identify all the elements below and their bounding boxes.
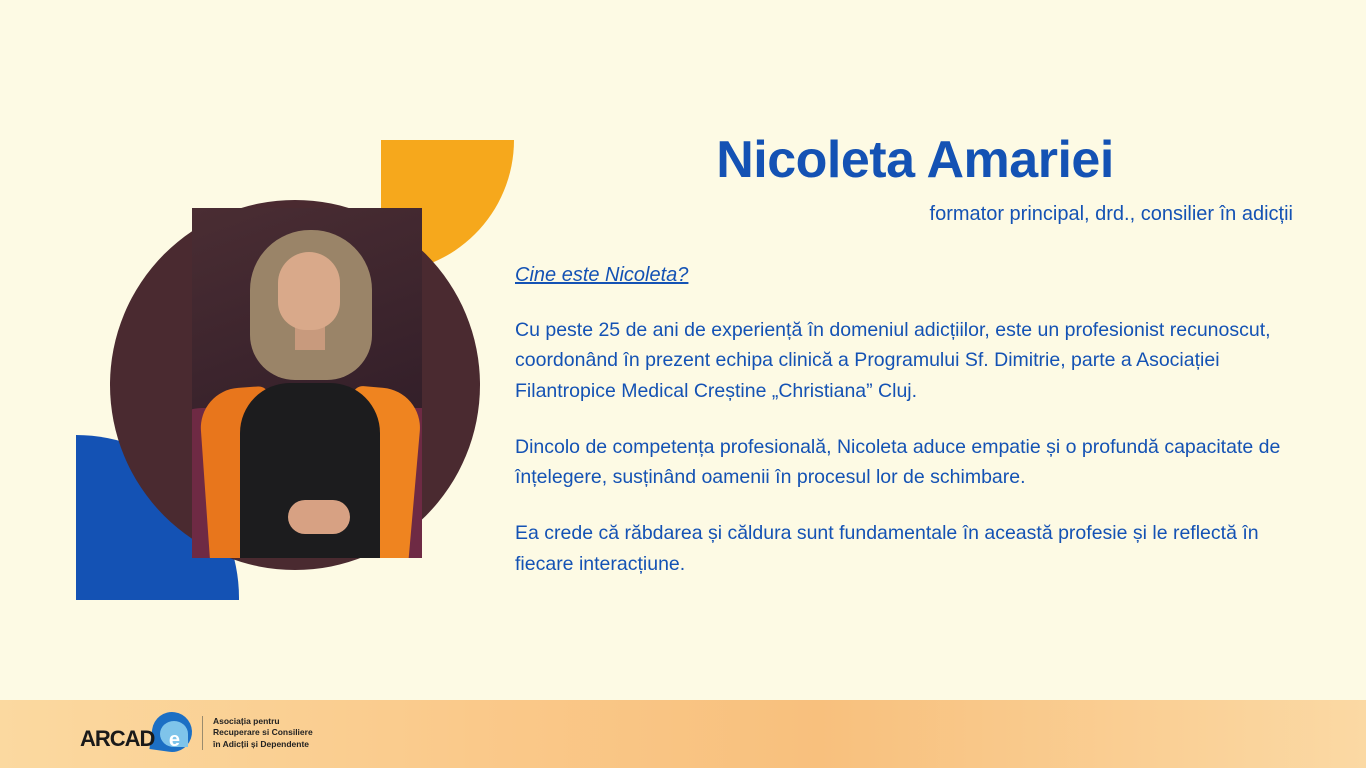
bio-paragraph-1: Cu peste 25 de ani de experiență în domeniul adicțiilor, este un profesionist recunoscut, coordonând în prezent echipa clinică a Programului Sf. Dimitrie, parte a Asociației Filantropice Medical Creștine „Christiana” Cluj. — [515, 319, 1271, 402]
footer-bar — [0, 700, 1366, 768]
content-column — [515, 132, 1315, 579]
bio-paragraph-3: Ea crede că răbdarea și căldura sunt fundamentale în această profesie și le reflectă în fiecare interacțiune. — [515, 522, 1259, 575]
organization-name — [202, 716, 313, 750]
organization-name-line-1: Asociația pentru — [213, 715, 280, 726]
organization-name-line-2: Recuperare si Consiliere — [213, 727, 313, 738]
subtitle-role: formator principal, drd., consilier în adicții — [929, 203, 1293, 226]
logo-letter-e: e — [168, 729, 180, 751]
portrait-photo — [192, 208, 422, 558]
portrait-hands — [288, 500, 350, 534]
visual-area — [0, 0, 520, 700]
organization-logo — [80, 712, 313, 754]
portrait-face — [278, 252, 340, 330]
organization-name-line-3: în Adicții și Dependente — [213, 738, 310, 749]
section-question: Cine este Nicoleta? — [515, 264, 689, 287]
arcade-logo-icon — [80, 712, 192, 754]
bio-paragraph-2: Dincolo de competența profesională, Nicoleta aduce empatie și o profundă capacitate de înțelegere, susținând oamenii în procesul lor de schimbare. — [515, 435, 1281, 489]
logo-wordmark: ARCAD — [80, 726, 155, 751]
page-title: Nicoleta Amariei — [716, 131, 1114, 189]
